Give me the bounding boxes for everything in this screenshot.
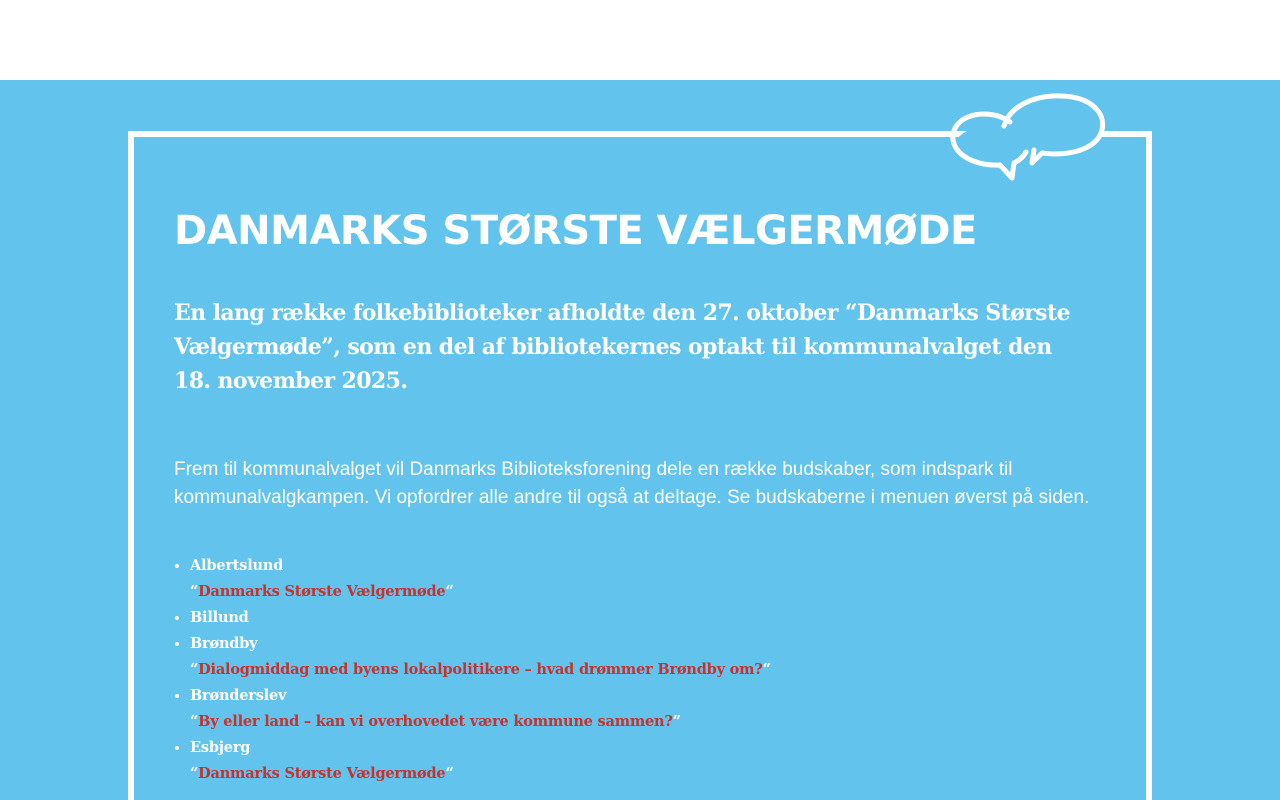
site-header <box>0 0 1280 80</box>
list-item <box>190 631 1114 683</box>
close-quote: ” <box>672 713 681 730</box>
event-line <box>190 709 1114 735</box>
list-item <box>190 553 1114 605</box>
close-quote: “ <box>445 583 454 600</box>
close-quote: “ <box>762 661 771 678</box>
library-name: Brønderslev <box>190 687 287 704</box>
event-line <box>190 761 1114 787</box>
open-quote: “ <box>190 765 199 782</box>
body-paragraph: Frem til kommunalvalget vil Danmarks Biblioteksforening dele en række budskaber, som indspark til kommunalvalgkampen. Vi opfordrer alle andre til også at deltage. Se budskaberne i menuen øverst på siden. <box>174 459 1090 508</box>
list-item <box>190 683 1114 735</box>
library-name: Esbjerg <box>190 739 251 756</box>
event-link[interactable]: Dialogmiddag med byens lokalpolitikere – hvad drømmer Brøndby om? <box>198 661 763 678</box>
event-line <box>190 579 1114 605</box>
library-name: Billund <box>190 609 249 626</box>
event-link[interactable]: Danmarks Største Vælgermøde <box>198 583 446 600</box>
page-title: DANMARKS STØRSTE VÆLGERMØDE <box>174 208 977 254</box>
speech-bubbles-icon <box>944 90 1114 185</box>
list-item <box>190 735 1114 787</box>
open-quote: “ <box>190 661 199 678</box>
open-quote: “ <box>190 583 199 600</box>
library-list <box>174 553 1114 787</box>
close-quote: “ <box>445 765 454 782</box>
library-name: Albertslund <box>190 557 284 574</box>
list-item <box>190 605 1114 631</box>
main-content <box>174 204 1114 787</box>
event-link[interactable]: By eller land – kan vi overhovedet være kommune sammen? <box>198 713 673 730</box>
lead-paragraph: En lang række folkebiblioteker afholdte den 27. oktober “Danmarks Største Vælgermøde”, som en del af bibliotekernes optakt til kommunalvalget den 18. november 2025. <box>174 300 1070 394</box>
hero-section <box>0 80 1280 800</box>
event-line <box>190 657 1114 683</box>
open-quote: “ <box>190 713 199 730</box>
library-name: Brøndby <box>190 635 258 652</box>
event-link[interactable]: Danmarks Største Vælgermøde <box>198 765 446 782</box>
